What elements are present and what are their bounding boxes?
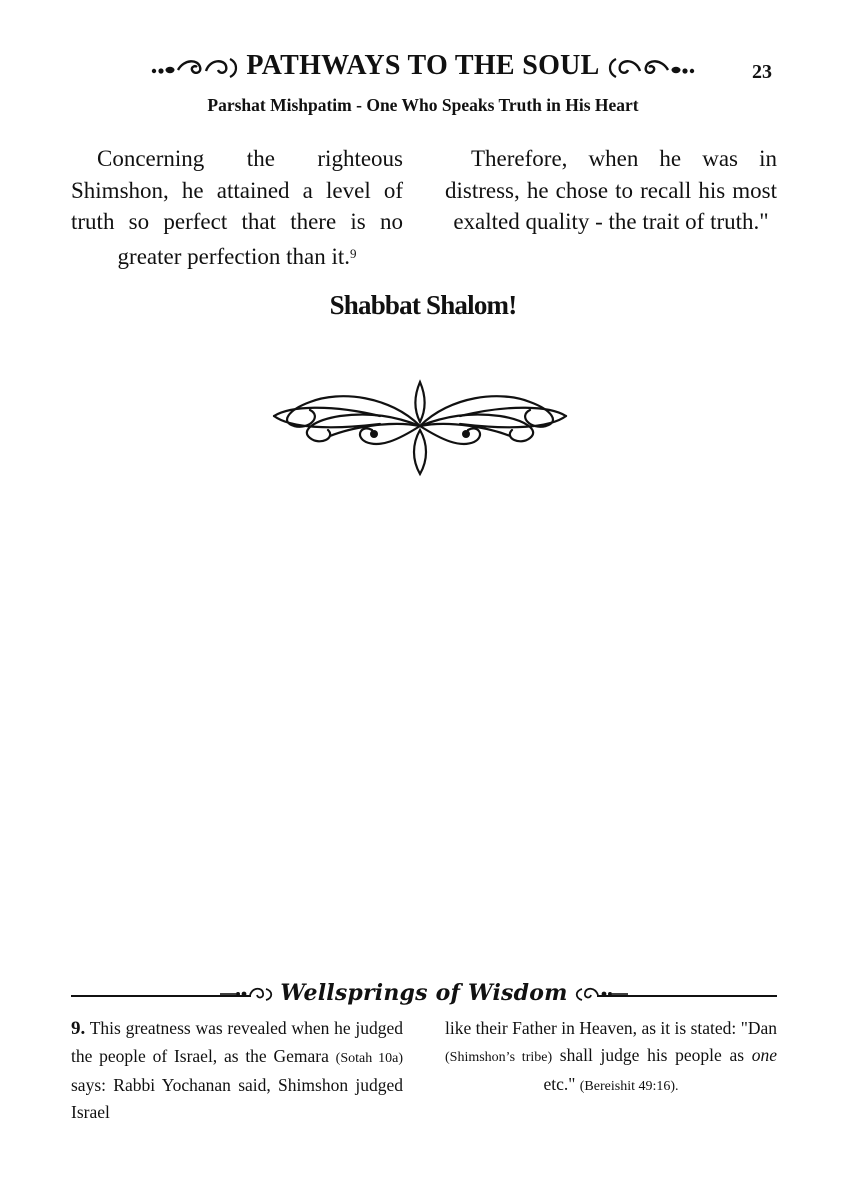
body-paragraph (71, 143, 403, 272)
body-paragraph (445, 143, 777, 238)
left-flourish-icon (150, 53, 240, 79)
footnote-citation: (Sotah 10a) (335, 1050, 403, 1066)
footnote-citation: (Shimshon’s tribe) (445, 1049, 553, 1065)
ornamental-flourish-icon (270, 376, 570, 480)
page-title: PATHWAYS TO THE SOUL (246, 50, 600, 81)
footnote-text: This greatness was revealed when he judged the people of Israel, as the Gemara (71, 1018, 403, 1066)
page-number: 23 (752, 61, 772, 83)
footnote-paragraph (445, 1015, 777, 1101)
footnote-text: like their Father in Heaven, as it is stated: "Dan (445, 1018, 777, 1038)
body-text: Concerning the righteous Shimshon, he attained a level of truth so perfect that there is no greater perfection than it. (71, 146, 403, 269)
body-column-left (71, 143, 403, 272)
footnote-number: 9. (71, 1018, 86, 1039)
footnotes-heading-text: Wellsprings of Wisdom (280, 980, 568, 1006)
right-flourish-icon (606, 53, 696, 79)
footnote-paragraph (71, 1015, 403, 1125)
footnote-emphasis: one (751, 1044, 777, 1065)
footnote-reference[interactable]: 9 (349, 245, 357, 261)
footnote-column-right (445, 1015, 777, 1101)
right-flourish-icon (572, 985, 628, 1001)
footnote-text: etc." (543, 1074, 576, 1094)
closing-greeting: Shabbat Shalom! (329, 290, 517, 320)
body-text: Therefore, when he was in distress, he chose to recall his most exalted quality - the trait of truth." (445, 146, 777, 234)
footnotes-heading (71, 980, 777, 1006)
page-subtitle: Parshat Mishpatim - One Who Speaks Truth in His Heart (207, 95, 639, 115)
footnote-citation: (Bereishit 49:16). (579, 1079, 679, 1094)
footnote-column-left (71, 1015, 403, 1125)
footnote-text: says: Rabbi Yochanan said, Shimshon judged Israel (71, 1075, 403, 1122)
body-column-right (445, 143, 777, 238)
running-header (0, 50, 846, 82)
footnotes-divider (71, 980, 777, 1010)
left-flourish-icon (220, 985, 276, 1001)
footnote-text: shall judge his people as (559, 1044, 745, 1065)
